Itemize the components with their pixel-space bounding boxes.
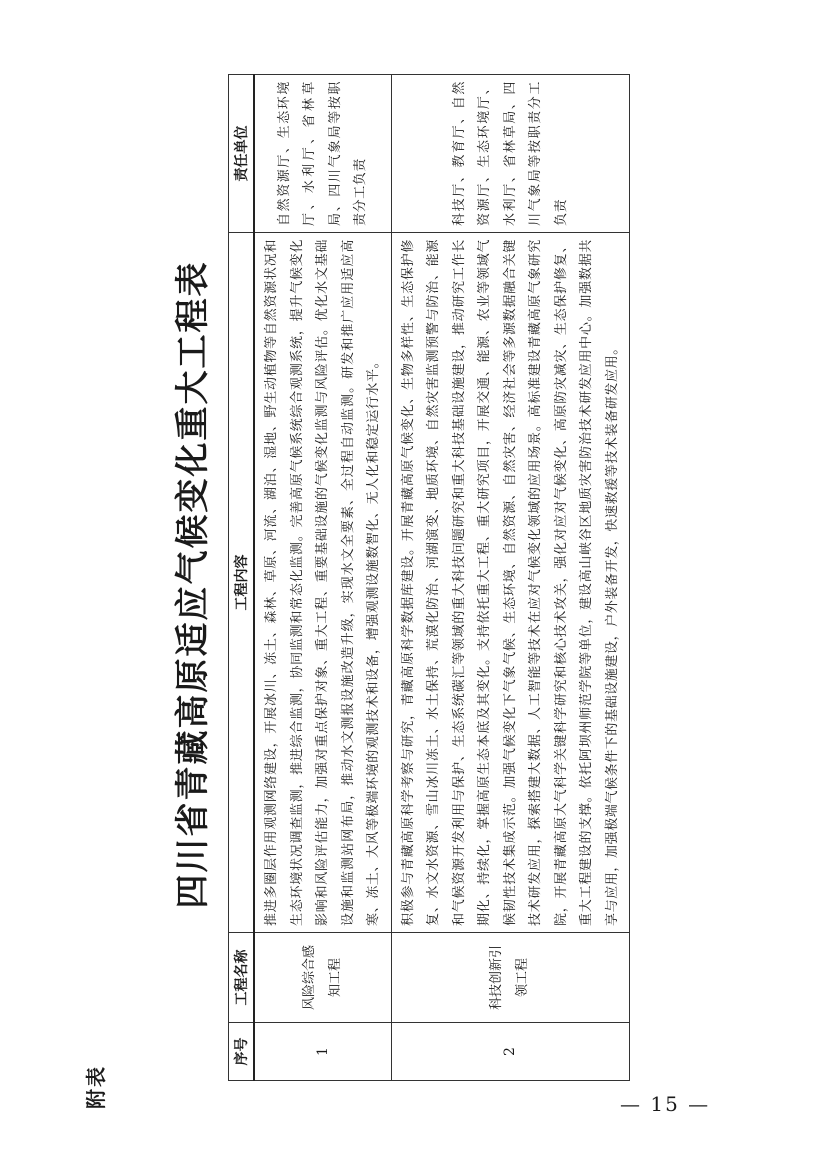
header-content: 工程内容 — [229, 233, 255, 933]
row-project-name: 风险综合感知工程 — [254, 933, 391, 1023]
header-index: 序号 — [229, 1023, 255, 1081]
row-project-name: 科技创新引领工程 — [391, 933, 630, 1023]
engineering-table — [228, 74, 630, 1081]
row-index: 2 — [391, 1023, 630, 1081]
page-number: — 15 — — [620, 1092, 711, 1116]
row-project-content: 推进多圈层作用观测网络建设，开展冰川、冻土、森林、草原、河流、湖泊、湿地、野生动植物等自然资源状况和生态环境状况调查监测，推进综合监测，协同监测和常态化监测。完善高原气候系统综合观测系统，提升气候变化影响和风险评估能力，加强对重点保护对象、重大工程、重要基础设施的气候变化监测与风险评估。优化水文基础设施和监测站网布局，推动水文测报设施改造升级，实现水文全要素、全过程自动监测。研发和推广应用适应高寒、冻土、大风等极端环境的观测技术和设备，增强观测设施数智化、无人化和稳定运行水平。 — [254, 233, 391, 933]
appendix-label: 附表 — [84, 1065, 108, 1109]
row-responsible-units: 自然资源厅、生态环境厅、水利厅、省林草局、四川气象局等按职责分工负责 — [254, 75, 391, 233]
header-responsible: 责任单位 — [229, 75, 255, 233]
header-name: 工程名称 — [229, 933, 255, 1023]
row-project-content: 积极参与青藏高原科学考察与研究，青藏高原科学数据库建设。开展青藏高原气候变化、生物多样性、生态保护修复、水文水资源、雪山冰川冻土、水土保持、荒漠化防治、河湖演变、地质环境、自然灾害监测预警与防治、能源和气候资源开发利用与保护、生态系统碳汇等领域的重大科技问题研究和重大科技基础设施建设，推动研究工作长期化、持续化，掌握高原生态本底及其变化。支持依托重大工程、重大研究项目，开展交通、能源、农业等领域气候韧性技术集成示范。加强气候变化下气象气候、生态环境、自然资源、自然灾害、经济社会等多源数据融合关键技术研发应用，探索搭建大数据、人工智能等技术在应对气候变化领域的应用场景。高标准建设青藏高原气象研究院，开展青藏高原大气科学关键科学研究和核心技术攻关，强化对应对气候变化、高原防灾减灾、生态保护修复、重大工程建设的支撑。依托阿坝州师范学院等单位，建设高山峡谷区地质灾害防治技术研发应用中心。加强数据共享与应用，加强极端气候条件下的基础设施建设，户外装备开发，快速救援等技术装备研发应用。 — [391, 233, 630, 933]
table-row — [254, 75, 391, 1081]
table-row — [391, 75, 630, 1081]
page-title: 四川省青藏高原适应气候变化重大工程表 — [173, 260, 213, 909]
table-header-row — [229, 75, 255, 1081]
row-responsible-units: 科技厅、教育厅、自然资源厅、生态环境厅、水利厅、省林草局、四川气象局等按职责分工负责 — [391, 75, 630, 233]
row-index: 1 — [254, 1023, 391, 1081]
